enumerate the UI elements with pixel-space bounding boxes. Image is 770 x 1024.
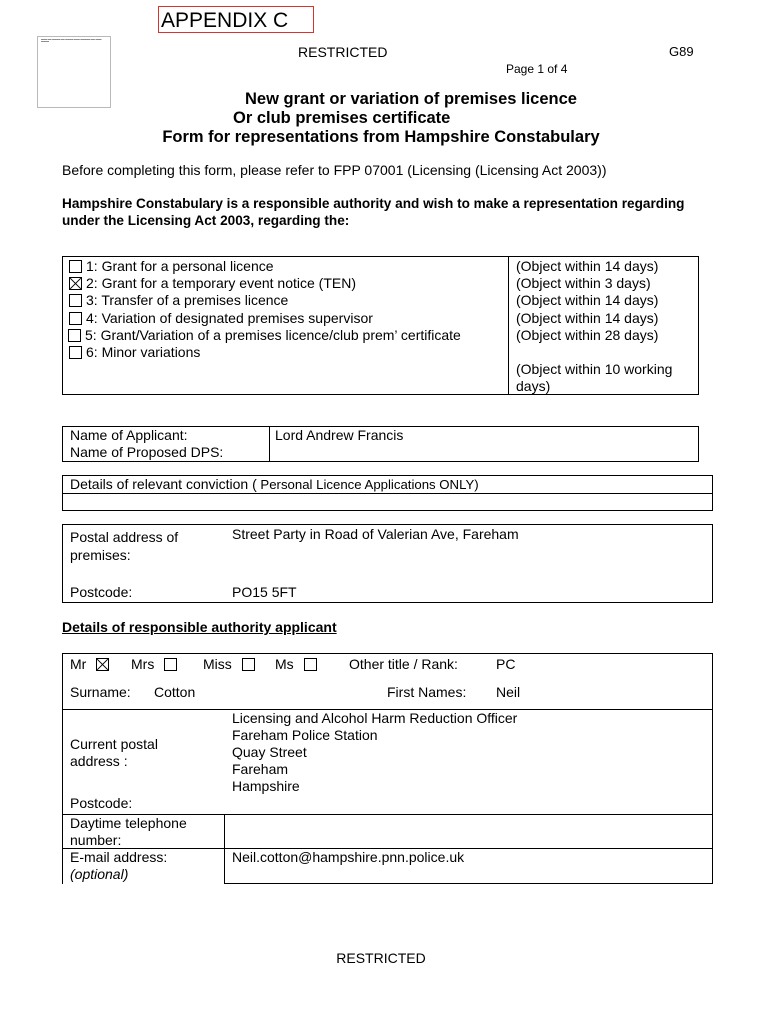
premises-table xyxy=(62,524,713,603)
restricted-footer: RESTRICTED xyxy=(336,950,426,966)
address-line-3: Quay Street xyxy=(232,744,307,760)
logo-fine-print: ▬▬▬ ▬▬ ▬▬▬▬ ▬▬ ▬▬▬▬ ▬▬▬ ▬▬▬▬▬ ▬▬ ▬▬▬ ▬▬▬▬ xyxy=(41,39,102,43)
address-line-2: Fareham Police Station xyxy=(232,727,378,743)
dps-value[interactable] xyxy=(275,444,675,460)
authority-statement: Hampshire Constabulary is a responsible authority and wish to make a representation regarding under the Licensing Act 2003, regarding the: xyxy=(62,196,685,228)
dps-label: Name of Proposed DPS: xyxy=(70,444,224,460)
deadline-5: (Object within 28 days) xyxy=(516,326,659,343)
conviction-label: Details of relevant conviction ( Personal Licence Applications ONLY) xyxy=(70,476,479,492)
postal-address-value[interactable] xyxy=(232,710,517,795)
checkbox-grant-variation[interactable] xyxy=(68,329,81,342)
premises-postcode-label: Postcode: xyxy=(70,584,133,600)
checkbox-miss[interactable] xyxy=(242,658,255,671)
option-row-1: 1: Grant for a personal licence xyxy=(69,258,499,275)
applicant-table xyxy=(62,426,699,462)
officer-details-table xyxy=(62,653,713,884)
checkbox-personal-licence[interactable] xyxy=(69,260,82,273)
deadline-6: (Object within 10 working days) xyxy=(516,361,673,395)
title-mr-label: Mr xyxy=(70,656,87,672)
deadline-4: (Object within 14 days) xyxy=(516,309,659,326)
address-line-1: Licensing and Alcohol Harm Reduction Officer xyxy=(232,710,518,726)
page-title-line3: Form for representations from Hampshire Constabulary xyxy=(162,128,600,146)
first-names-value[interactable]: Neil xyxy=(496,684,521,700)
appendix-label: APPENDIX C xyxy=(158,6,314,33)
email-label: E-mail address: xyxy=(70,849,168,865)
conviction-table xyxy=(62,475,713,511)
responsible-authority-heading: Details of responsible authority applicant xyxy=(62,619,337,635)
checkbox-mr[interactable] xyxy=(96,658,109,671)
option-row-5: 5: Grant/Variation of a premises licence/club prem’ certificate xyxy=(68,327,499,344)
deadline-list xyxy=(516,258,696,395)
email-optional-note: (optional) xyxy=(70,866,129,882)
title-options xyxy=(70,656,113,673)
intro-text: Before completing this form, please refer to FPP 07001 (Licensing (Licensing Act 2003)) xyxy=(62,162,607,178)
options-list xyxy=(69,258,499,361)
checkbox-minor-variations[interactable] xyxy=(69,346,82,359)
postal-address-label: Current postal address : xyxy=(70,736,158,769)
option-row-6: 6: Minor variations xyxy=(69,344,499,361)
officer-postcode-value[interactable] xyxy=(232,795,532,811)
page-title-line1: New grant or variation of premises licence xyxy=(245,90,577,108)
other-title-value[interactable]: PC xyxy=(496,656,516,672)
premises-postcode-value[interactable]: PO15 5FT xyxy=(232,584,297,600)
applicant-name-label: Name of Applicant: xyxy=(70,427,188,443)
address-line-4: Fareham xyxy=(232,761,289,777)
deadline-1: (Object within 14 days) xyxy=(516,258,659,274)
phone-value[interactable] xyxy=(232,815,532,845)
deadline-3: (Object within 14 days) xyxy=(516,292,659,309)
checkbox-ten[interactable] xyxy=(69,277,82,290)
option-row-4: 4: Variation of designated premises supervisor xyxy=(69,310,499,327)
conviction-value[interactable] xyxy=(70,494,700,510)
surname-value[interactable]: Cotton xyxy=(154,684,196,700)
page-number: Page 1 of 4 xyxy=(506,62,568,76)
option-row-2: 2: Grant for a temporary event notice (TEN) xyxy=(69,275,499,292)
email-value[interactable]: Neil.cotton@hampshire.pnn.police.uk xyxy=(232,849,465,865)
title-miss: Miss xyxy=(203,656,259,673)
premises-address-value[interactable]: Street Party in Road of Valerian Ave, Fareham xyxy=(232,526,519,542)
address-line-5: Hampshire xyxy=(232,778,300,794)
checkbox-dps-variation[interactable] xyxy=(69,312,82,325)
title-mrs: Mrs xyxy=(131,656,181,673)
option-row-3: 3: Transfer of a premises licence xyxy=(69,292,499,309)
applicant-name-value[interactable]: Lord Andrew Francis xyxy=(275,427,404,443)
restricted-header: RESTRICTED xyxy=(298,44,388,60)
premises-address-label: Postal address of premises: xyxy=(70,529,179,563)
form-code: G89 xyxy=(669,44,694,59)
checkbox-transfer[interactable] xyxy=(69,294,82,307)
phone-label: Daytime telephone number: xyxy=(70,815,187,848)
title-ms: Ms xyxy=(275,656,321,673)
surname-label: Surname: xyxy=(70,684,131,700)
page-title-line2: Or club premises certificate xyxy=(233,109,451,127)
first-names-label: First Names: xyxy=(387,684,467,700)
checkbox-mrs[interactable] xyxy=(164,658,177,671)
other-title-label: Other title / Rank: xyxy=(349,656,458,672)
officer-postcode-label: Postcode: xyxy=(70,795,133,811)
checkbox-ms[interactable] xyxy=(304,658,317,671)
deadline-2: (Object within 3 days) xyxy=(516,275,651,292)
application-type-table xyxy=(62,256,699,395)
